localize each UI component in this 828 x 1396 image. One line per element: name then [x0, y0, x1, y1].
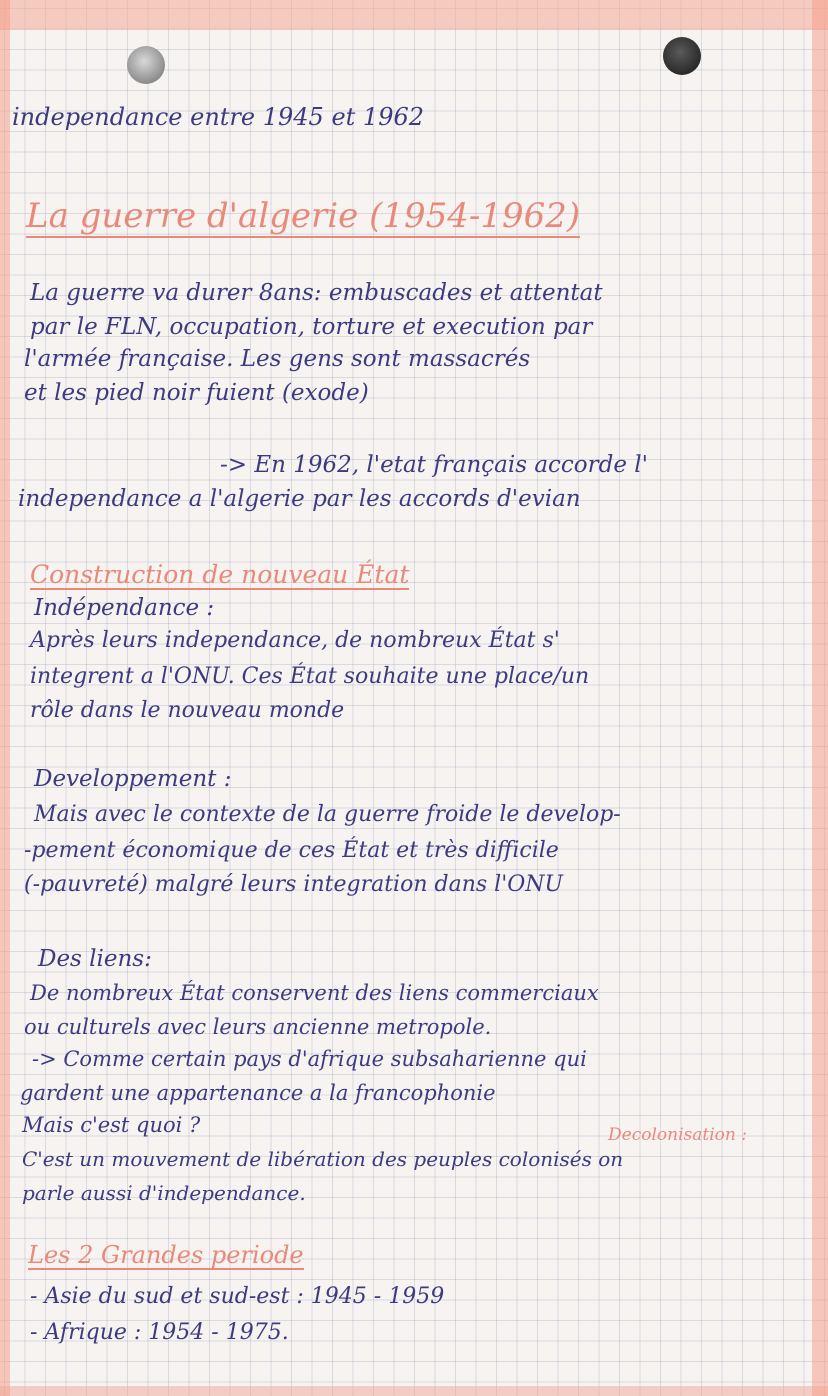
liens-line-4: gardent une appartenance a la francophonie [20, 1081, 496, 1105]
section1-line-3: l'armée française. Les gens sont massacrés [24, 346, 531, 372]
section1-line-1: La guerre va durer 8ans: embuscades et attentat [30, 280, 603, 306]
liens-line-1: De nombreux État conservent des liens commerciaux [30, 981, 599, 1005]
section1-title: La guerre d'algerie (1954-1962) [26, 196, 581, 236]
developpement-line-1: Mais avec le contexte de la guerre froide le develop- [34, 802, 621, 827]
independance-heading: Indépendance : [34, 595, 215, 621]
periode-item-1: - Asie du sud et sud-est : 1945 - 1959 [30, 1284, 445, 1309]
independance-line-1: Après leurs independance, de nombreux État s' [30, 628, 560, 653]
developpement-heading: Developpement : [34, 766, 232, 792]
section1-line-2: par le FLN, occupation, torture et execution par [30, 314, 593, 340]
top-line: independance entre 1945 et 1962 [12, 103, 424, 131]
decolonisation-line-1: C'est un mouvement de libération des peuples colonisés on [22, 1147, 624, 1171]
card-bottom-margin [0, 1386, 828, 1396]
developpement-line-2: -pement économique de ces État et très difficile [24, 838, 559, 863]
liens-line-3: -> Comme certain pays d'afrique subsaharienne qui [32, 1047, 587, 1071]
card-right-margin [812, 0, 828, 1396]
liens-heading: Des liens: [38, 946, 152, 972]
independance-line-2: integrent a l'ONU. Ces État souhaite une place/un [30, 664, 590, 689]
section1-conclusion-2: independance a l'algerie par les accords d'evian [18, 486, 581, 512]
liens-line-5: Mais c'est quoi ? [22, 1113, 201, 1137]
developpement-line-3: (-pauvreté) malgré leurs integration dans l'ONU [24, 872, 564, 897]
liens-line-2: ou culturels avec leurs ancienne metropole. [24, 1015, 492, 1039]
decolonisation-line-2: parle aussi d'independance. [22, 1181, 306, 1205]
section3-title: Les 2 Grandes periode [28, 1241, 304, 1269]
punch-hole-right [663, 37, 701, 75]
card-left-margin [0, 0, 10, 1396]
punch-hole-left [127, 46, 165, 84]
section1-line-4: et les pied noir fuient (exode) [24, 380, 369, 406]
independance-line-3: rôle dans le nouveau monde [30, 698, 345, 723]
section1-conclusion-1: -> En 1962, l'etat français accorde l' [220, 452, 648, 478]
decolonisation-label: Decolonisation : [608, 1125, 747, 1145]
card-top-margin [0, 0, 828, 30]
section2-title: Construction de nouveau État [30, 560, 410, 589]
periode-item-2: - Afrique : 1954 - 1975. [30, 1320, 289, 1345]
